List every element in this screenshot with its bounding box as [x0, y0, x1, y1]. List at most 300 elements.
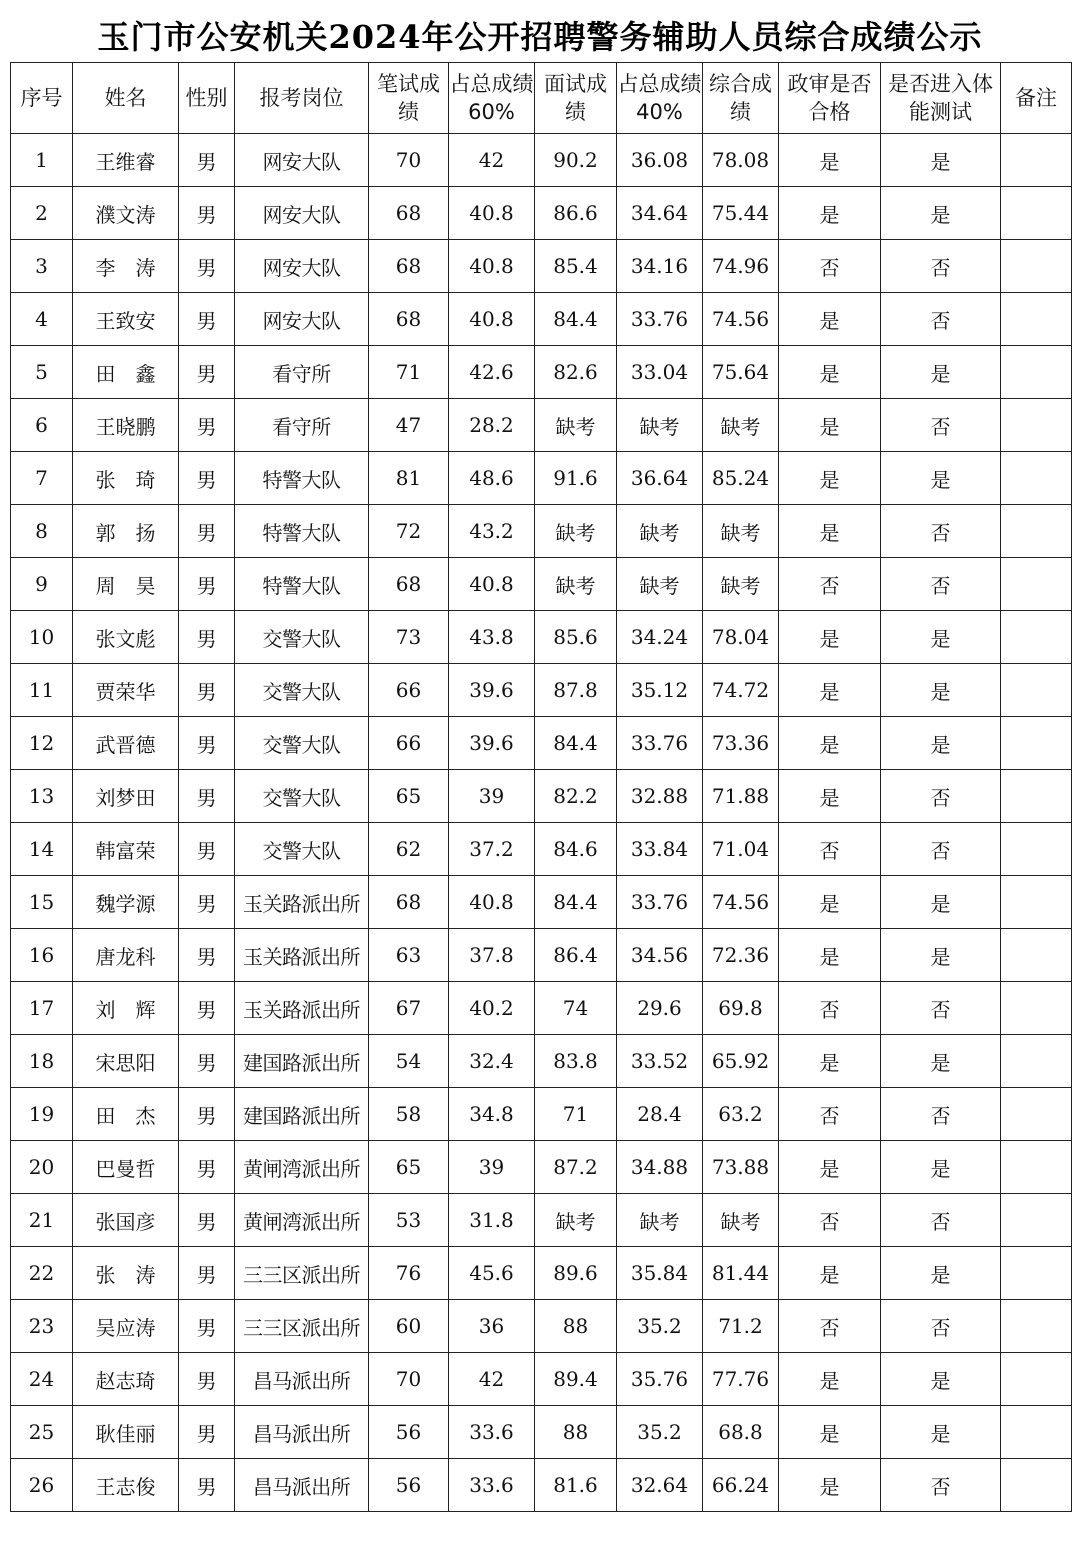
cell-interview-40pct: 35.84	[617, 1247, 703, 1300]
cell-interview-40pct: 33.76	[617, 293, 703, 346]
cell-written-score: 70	[369, 1353, 449, 1406]
cell-interview-score: 82.6	[535, 346, 617, 399]
cell-total-score: 缺考	[703, 1194, 779, 1247]
cell-remarks	[1001, 1088, 1072, 1141]
table-row	[11, 982, 1072, 1035]
cell-fitness-test: 否	[881, 1088, 1001, 1141]
table-header-row	[11, 63, 1072, 134]
cell-post: 网安大队	[235, 187, 369, 240]
cell-written-score: 68	[369, 558, 449, 611]
cell-gender: 男	[179, 505, 235, 558]
cell-gender: 男	[179, 558, 235, 611]
cell-written-60pct: 40.8	[449, 293, 535, 346]
cell-fitness-test: 是	[881, 1141, 1001, 1194]
cell-political-review: 否	[779, 982, 881, 1035]
cell-political-review: 否	[779, 1088, 881, 1141]
cell-written-60pct: 45.6	[449, 1247, 535, 1300]
cell-post: 交警大队	[235, 664, 369, 717]
cell-written-60pct: 28.2	[449, 399, 535, 452]
cell-post: 建国路派出所	[235, 1088, 369, 1141]
cell-gender: 男	[179, 823, 235, 876]
cell-gender: 男	[179, 717, 235, 770]
cell-written-score: 60	[369, 1300, 449, 1353]
cell-fitness-test: 是	[881, 1247, 1001, 1300]
cell-gender: 男	[179, 664, 235, 717]
cell-interview-score: 85.4	[535, 240, 617, 293]
cell-political-review: 是	[779, 505, 881, 558]
cell-post: 网安大队	[235, 240, 369, 293]
cell-total-score: 66.24	[703, 1459, 779, 1512]
cell-gender: 男	[179, 982, 235, 1035]
table-row	[11, 1353, 1072, 1406]
cell-gender: 男	[179, 399, 235, 452]
cell-name: 贾荣华	[73, 664, 179, 717]
cell-interview-40pct: 36.64	[617, 452, 703, 505]
cell-written-60pct: 42	[449, 134, 535, 187]
cell-name: 吴应涛	[73, 1300, 179, 1353]
cell-total-score: 72.36	[703, 929, 779, 982]
table-row	[11, 1247, 1072, 1300]
cell-interview-score: 84.6	[535, 823, 617, 876]
cell-fitness-test: 否	[881, 823, 1001, 876]
cell-interview-40pct: 35.2	[617, 1300, 703, 1353]
cell-written-score: 68	[369, 293, 449, 346]
cell-post: 黄闸湾派出所	[235, 1141, 369, 1194]
cell-political-review: 是	[779, 1353, 881, 1406]
cell-name: 田 杰	[73, 1088, 179, 1141]
cell-post: 三三区派出所	[235, 1300, 369, 1353]
cell-post: 昌马派出所	[235, 1406, 369, 1459]
cell-interview-40pct: 34.16	[617, 240, 703, 293]
cell-total-score: 缺考	[703, 399, 779, 452]
cell-political-review: 是	[779, 1247, 881, 1300]
cell-name: 王致安	[73, 293, 179, 346]
table-row	[11, 505, 1072, 558]
header-interview-40pct: 占总成绩40%	[617, 63, 703, 134]
cell-political-review: 是	[779, 1459, 881, 1512]
cell-seq: 13	[11, 770, 73, 823]
cell-name: 刘 辉	[73, 982, 179, 1035]
cell-gender: 男	[179, 187, 235, 240]
cell-written-score: 63	[369, 929, 449, 982]
cell-political-review: 是	[779, 134, 881, 187]
cell-total-score: 74.56	[703, 876, 779, 929]
cell-fitness-test: 是	[881, 611, 1001, 664]
header-fitness-test: 是否进入体能测试	[881, 63, 1001, 134]
cell-written-60pct: 40.8	[449, 558, 535, 611]
cell-political-review: 是	[779, 770, 881, 823]
cell-total-score: 缺考	[703, 558, 779, 611]
cell-seq: 11	[11, 664, 73, 717]
cell-fitness-test: 是	[881, 1406, 1001, 1459]
table-row	[11, 611, 1072, 664]
cell-remarks	[1001, 187, 1072, 240]
cell-gender: 男	[179, 876, 235, 929]
cell-total-score: 71.2	[703, 1300, 779, 1353]
cell-fitness-test: 否	[881, 982, 1001, 1035]
cell-post: 看守所	[235, 346, 369, 399]
cell-interview-40pct: 33.04	[617, 346, 703, 399]
header-gender: 性别	[179, 63, 235, 134]
cell-written-60pct: 40.8	[449, 876, 535, 929]
cell-seq: 10	[11, 611, 73, 664]
cell-interview-40pct: 32.64	[617, 1459, 703, 1512]
cell-seq: 6	[11, 399, 73, 452]
cell-interview-score: 71	[535, 1088, 617, 1141]
cell-remarks	[1001, 611, 1072, 664]
cell-name: 田 鑫	[73, 346, 179, 399]
cell-remarks	[1001, 1247, 1072, 1300]
header-written-60pct: 占总成绩60%	[449, 63, 535, 134]
cell-interview-score: 87.2	[535, 1141, 617, 1194]
cell-total-score: 缺考	[703, 505, 779, 558]
cell-interview-40pct: 35.2	[617, 1406, 703, 1459]
cell-fitness-test: 否	[881, 505, 1001, 558]
cell-political-review: 否	[779, 1300, 881, 1353]
cell-written-60pct: 32.4	[449, 1035, 535, 1088]
cell-seq: 19	[11, 1088, 73, 1141]
cell-remarks	[1001, 1459, 1072, 1512]
cell-seq: 16	[11, 929, 73, 982]
cell-interview-score: 86.6	[535, 187, 617, 240]
cell-interview-40pct: 缺考	[617, 558, 703, 611]
cell-name: 濮文涛	[73, 187, 179, 240]
cell-written-score: 70	[369, 134, 449, 187]
cell-post: 玉关路派出所	[235, 876, 369, 929]
cell-written-60pct: 39.6	[449, 717, 535, 770]
cell-written-score: 66	[369, 664, 449, 717]
cell-name: 张国彦	[73, 1194, 179, 1247]
table-row	[11, 876, 1072, 929]
table-row	[11, 717, 1072, 770]
cell-written-score: 47	[369, 399, 449, 452]
cell-written-60pct: 37.8	[449, 929, 535, 982]
cell-total-score: 78.08	[703, 134, 779, 187]
cell-interview-score: 90.2	[535, 134, 617, 187]
cell-post: 网安大队	[235, 293, 369, 346]
cell-written-score: 71	[369, 346, 449, 399]
cell-name: 王维睿	[73, 134, 179, 187]
cell-gender: 男	[179, 1141, 235, 1194]
cell-gender: 男	[179, 240, 235, 293]
score-table	[10, 62, 1072, 1512]
cell-name: 韩富荣	[73, 823, 179, 876]
cell-fitness-test: 是	[881, 876, 1001, 929]
cell-interview-score: 84.4	[535, 876, 617, 929]
cell-total-score: 71.04	[703, 823, 779, 876]
cell-written-score: 76	[369, 1247, 449, 1300]
cell-interview-40pct: 34.56	[617, 929, 703, 982]
cell-total-score: 69.8	[703, 982, 779, 1035]
cell-interview-score: 缺考	[535, 558, 617, 611]
cell-gender: 男	[179, 1247, 235, 1300]
cell-interview-score: 82.2	[535, 770, 617, 823]
cell-interview-40pct: 33.52	[617, 1035, 703, 1088]
cell-interview-40pct: 32.88	[617, 770, 703, 823]
cell-seq: 9	[11, 558, 73, 611]
cell-written-score: 68	[369, 876, 449, 929]
cell-post: 交警大队	[235, 611, 369, 664]
cell-remarks	[1001, 1194, 1072, 1247]
cell-fitness-test: 否	[881, 1300, 1001, 1353]
cell-written-60pct: 40.2	[449, 982, 535, 1035]
cell-written-60pct: 34.8	[449, 1088, 535, 1141]
cell-total-score: 74.56	[703, 293, 779, 346]
cell-gender: 男	[179, 1459, 235, 1512]
cell-interview-score: 88	[535, 1300, 617, 1353]
cell-written-60pct: 33.6	[449, 1459, 535, 1512]
cell-interview-score: 84.4	[535, 717, 617, 770]
cell-interview-40pct: 28.4	[617, 1088, 703, 1141]
cell-written-60pct: 43.2	[449, 505, 535, 558]
cell-written-60pct: 39.6	[449, 664, 535, 717]
cell-fitness-test: 是	[881, 346, 1001, 399]
cell-interview-score: 74	[535, 982, 617, 1035]
cell-seq: 15	[11, 876, 73, 929]
table-row	[11, 823, 1072, 876]
cell-written-score: 65	[369, 1141, 449, 1194]
cell-total-score: 78.04	[703, 611, 779, 664]
cell-fitness-test: 否	[881, 399, 1001, 452]
cell-interview-score: 87.8	[535, 664, 617, 717]
cell-interview-score: 缺考	[535, 505, 617, 558]
cell-gender: 男	[179, 929, 235, 982]
cell-name: 张 涛	[73, 1247, 179, 1300]
cell-fitness-test: 是	[881, 664, 1001, 717]
cell-fitness-test: 是	[881, 1035, 1001, 1088]
table-row	[11, 452, 1072, 505]
cell-remarks	[1001, 929, 1072, 982]
table-row	[11, 1300, 1072, 1353]
cell-seq: 17	[11, 982, 73, 1035]
cell-interview-40pct: 34.64	[617, 187, 703, 240]
cell-seq: 4	[11, 293, 73, 346]
cell-gender: 男	[179, 611, 235, 664]
table-row	[11, 187, 1072, 240]
cell-post: 黄闸湾派出所	[235, 1194, 369, 1247]
cell-seq: 1	[11, 134, 73, 187]
cell-interview-40pct: 35.12	[617, 664, 703, 717]
cell-written-score: 68	[369, 240, 449, 293]
cell-seq: 24	[11, 1353, 73, 1406]
cell-interview-score: 86.4	[535, 929, 617, 982]
cell-political-review: 是	[779, 664, 881, 717]
table-row	[11, 1459, 1072, 1512]
cell-name: 王晓鹏	[73, 399, 179, 452]
cell-name: 张 琦	[73, 452, 179, 505]
cell-gender: 男	[179, 1035, 235, 1088]
cell-total-score: 77.76	[703, 1353, 779, 1406]
cell-written-score: 73	[369, 611, 449, 664]
cell-interview-score: 缺考	[535, 1194, 617, 1247]
cell-fitness-test: 否	[881, 558, 1001, 611]
cell-name: 宋思阳	[73, 1035, 179, 1088]
cell-written-60pct: 39	[449, 770, 535, 823]
cell-gender: 男	[179, 134, 235, 187]
cell-name: 耿佳丽	[73, 1406, 179, 1459]
cell-fitness-test: 否	[881, 293, 1001, 346]
table-row	[11, 240, 1072, 293]
cell-seq: 2	[11, 187, 73, 240]
header-name: 姓名	[73, 63, 179, 134]
cell-remarks	[1001, 1300, 1072, 1353]
cell-post: 昌马派出所	[235, 1459, 369, 1512]
table-row	[11, 558, 1072, 611]
cell-political-review: 是	[779, 187, 881, 240]
cell-post: 特警大队	[235, 505, 369, 558]
cell-gender: 男	[179, 1406, 235, 1459]
cell-remarks	[1001, 399, 1072, 452]
cell-interview-score: 83.8	[535, 1035, 617, 1088]
cell-gender: 男	[179, 346, 235, 399]
cell-total-score: 74.96	[703, 240, 779, 293]
header-interview-score: 面试成绩	[535, 63, 617, 134]
cell-seq: 25	[11, 1406, 73, 1459]
table-row	[11, 293, 1072, 346]
header-political-review: 政审是否合格	[779, 63, 881, 134]
cell-interview-score: 91.6	[535, 452, 617, 505]
cell-interview-40pct: 缺考	[617, 399, 703, 452]
cell-written-score: 56	[369, 1459, 449, 1512]
cell-remarks	[1001, 876, 1072, 929]
cell-political-review: 是	[779, 1141, 881, 1194]
cell-gender: 男	[179, 1194, 235, 1247]
cell-name: 张文彪	[73, 611, 179, 664]
cell-remarks	[1001, 717, 1072, 770]
cell-interview-score: 84.4	[535, 293, 617, 346]
cell-political-review: 是	[779, 717, 881, 770]
page-title: 玉门市公安机关2024年公开招聘警务辅助人员综合成绩公示	[97, 18, 983, 56]
cell-political-review: 是	[779, 293, 881, 346]
cell-total-score: 73.88	[703, 1141, 779, 1194]
cell-post: 玉关路派出所	[235, 929, 369, 982]
cell-written-60pct: 39	[449, 1141, 535, 1194]
cell-name: 刘梦田	[73, 770, 179, 823]
cell-remarks	[1001, 1406, 1072, 1459]
cell-name: 赵志琦	[73, 1353, 179, 1406]
cell-seq: 8	[11, 505, 73, 558]
cell-remarks	[1001, 452, 1072, 505]
cell-political-review: 否	[779, 1194, 881, 1247]
cell-written-score: 62	[369, 823, 449, 876]
cell-political-review: 否	[779, 823, 881, 876]
cell-interview-40pct: 29.6	[617, 982, 703, 1035]
cell-written-60pct: 42.6	[449, 346, 535, 399]
cell-fitness-test: 否	[881, 240, 1001, 293]
cell-interview-score: 81.6	[535, 1459, 617, 1512]
cell-written-score: 68	[369, 187, 449, 240]
cell-written-score: 54	[369, 1035, 449, 1088]
header-seq: 序号	[11, 63, 73, 134]
cell-post: 玉关路派出所	[235, 982, 369, 1035]
header-total-score: 综合成绩	[703, 63, 779, 134]
cell-political-review: 是	[779, 346, 881, 399]
cell-written-60pct: 33.6	[449, 1406, 535, 1459]
cell-written-60pct: 37.2	[449, 823, 535, 876]
cell-post: 昌马派出所	[235, 1353, 369, 1406]
cell-fitness-test: 是	[881, 452, 1001, 505]
cell-political-review: 是	[779, 876, 881, 929]
cell-fitness-test: 是	[881, 929, 1001, 982]
cell-seq: 21	[11, 1194, 73, 1247]
cell-total-score: 75.64	[703, 346, 779, 399]
cell-total-score: 74.72	[703, 664, 779, 717]
cell-written-score: 67	[369, 982, 449, 1035]
cell-remarks	[1001, 1353, 1072, 1406]
cell-remarks	[1001, 1035, 1072, 1088]
cell-remarks	[1001, 664, 1072, 717]
cell-remarks	[1001, 982, 1072, 1035]
cell-post: 特警大队	[235, 452, 369, 505]
cell-written-60pct: 42	[449, 1353, 535, 1406]
table-row	[11, 1194, 1072, 1247]
cell-written-60pct: 36	[449, 1300, 535, 1353]
cell-written-score: 66	[369, 717, 449, 770]
header-written-score: 笔试成绩	[369, 63, 449, 134]
cell-interview-40pct: 33.76	[617, 717, 703, 770]
cell-political-review: 是	[779, 1406, 881, 1459]
table-row	[11, 1088, 1072, 1141]
cell-political-review: 是	[779, 929, 881, 982]
cell-remarks	[1001, 505, 1072, 558]
cell-political-review: 是	[779, 399, 881, 452]
cell-interview-40pct: 缺考	[617, 505, 703, 558]
cell-written-60pct: 40.8	[449, 187, 535, 240]
cell-remarks	[1001, 346, 1072, 399]
cell-name: 魏学源	[73, 876, 179, 929]
cell-interview-40pct: 33.76	[617, 876, 703, 929]
cell-interview-40pct: 34.24	[617, 611, 703, 664]
cell-written-score: 65	[369, 770, 449, 823]
cell-fitness-test: 否	[881, 1459, 1001, 1512]
cell-total-score: 73.36	[703, 717, 779, 770]
cell-total-score: 68.8	[703, 1406, 779, 1459]
cell-post: 交警大队	[235, 823, 369, 876]
table-row	[11, 399, 1072, 452]
cell-remarks	[1001, 823, 1072, 876]
cell-total-score: 85.24	[703, 452, 779, 505]
cell-total-score: 65.92	[703, 1035, 779, 1088]
cell-seq: 14	[11, 823, 73, 876]
cell-fitness-test: 是	[881, 1353, 1001, 1406]
cell-post: 特警大队	[235, 558, 369, 611]
cell-interview-score: 缺考	[535, 399, 617, 452]
cell-name: 唐龙科	[73, 929, 179, 982]
cell-fitness-test: 否	[881, 1194, 1001, 1247]
cell-name: 武晋德	[73, 717, 179, 770]
cell-interview-40pct: 36.08	[617, 134, 703, 187]
cell-total-score: 71.88	[703, 770, 779, 823]
cell-interview-40pct: 33.84	[617, 823, 703, 876]
cell-gender: 男	[179, 293, 235, 346]
cell-written-score: 58	[369, 1088, 449, 1141]
cell-seq: 23	[11, 1300, 73, 1353]
table-row	[11, 770, 1072, 823]
cell-total-score: 75.44	[703, 187, 779, 240]
cell-seq: 26	[11, 1459, 73, 1512]
cell-seq: 5	[11, 346, 73, 399]
cell-gender: 男	[179, 1353, 235, 1406]
cell-seq: 3	[11, 240, 73, 293]
cell-fitness-test: 否	[881, 770, 1001, 823]
cell-written-60pct: 43.8	[449, 611, 535, 664]
cell-seq: 12	[11, 717, 73, 770]
cell-written-score: 53	[369, 1194, 449, 1247]
cell-fitness-test: 是	[881, 717, 1001, 770]
cell-gender: 男	[179, 452, 235, 505]
cell-name: 巴曼哲	[73, 1141, 179, 1194]
cell-post: 看守所	[235, 399, 369, 452]
